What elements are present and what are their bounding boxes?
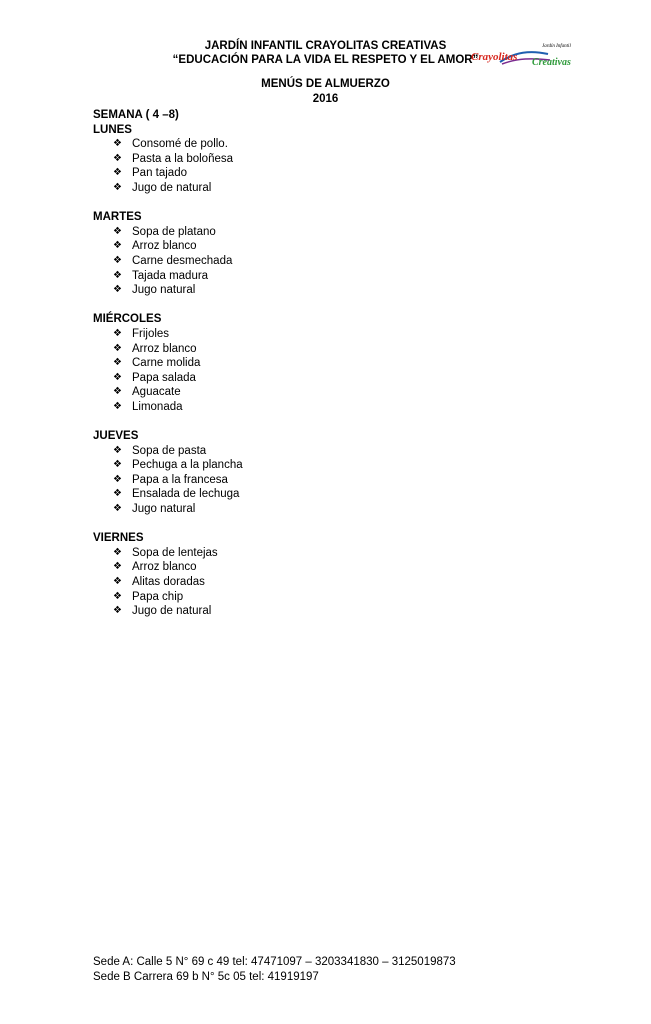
menu-item-text: Jugo natural: [132, 284, 196, 297]
week-label: SEMANA ( 4 –8): [93, 109, 179, 121]
menu-item: [93, 137, 573, 152]
school-motto: “EDUCACIÓN PARA LA VIDA EL RESPETO Y EL AMOR”: [172, 54, 479, 66]
diamond-bullet-icon: ❖: [113, 181, 122, 193]
menu-item-text: Limonada: [132, 400, 183, 413]
menu-item: [93, 604, 573, 619]
menu-item: [93, 152, 573, 167]
diamond-bullet-icon: ❖: [113, 357, 122, 369]
menu-year: 2016: [312, 93, 339, 105]
menu-item-text: Arroz blanco: [132, 240, 197, 253]
footer-address-a: Sede A: Calle 5 N° 69 c 49 tel: 47471097 – 3203341830 – 3125019873: [93, 956, 456, 968]
day-section-lunes: [93, 123, 573, 196]
menu-item: [93, 254, 573, 269]
menu-item: [93, 400, 573, 415]
diamond-bullet-icon: ❖: [113, 342, 122, 354]
days-list: [93, 123, 573, 619]
diamond-bullet-icon: ❖: [113, 503, 122, 515]
menu-item-text: Sopa de lentejas: [132, 546, 218, 559]
footer-address-b: Sede B Carrera 69 b N° 5c 05 tel: 41919197: [93, 971, 319, 983]
menu-item: [93, 502, 573, 517]
menu-item-text: Papa chip: [132, 590, 184, 603]
menu-item-text: Carne desmechada: [132, 254, 233, 267]
diamond-bullet-icon: ❖: [113, 386, 122, 398]
menu-item-text: Carne molida: [132, 357, 201, 370]
diamond-bullet-icon: ❖: [113, 269, 122, 281]
menu-item-text: Consomé de pollo.: [132, 138, 228, 151]
menu-item: [93, 458, 573, 473]
day-section-miércoles: [93, 312, 573, 414]
diamond-bullet-icon: ❖: [113, 152, 122, 164]
menu-item-list: [93, 137, 573, 195]
menu-item-text: Jugo natural: [132, 503, 196, 516]
menu-item-text: Jugo de natural: [132, 605, 212, 618]
menu-item-text: Aguacate: [132, 386, 181, 399]
menu-item-text: Pechuga a la plancha: [132, 459, 243, 472]
menu-title: MENÚS DE ALMUERZO: [261, 78, 390, 90]
menu-item: [93, 342, 573, 357]
school-logo: [470, 40, 578, 70]
menu-item-text: Pasta a la boloñesa: [132, 152, 234, 165]
menu-item-list: [93, 327, 573, 415]
day-section-martes: [93, 210, 573, 298]
menu-item-text: Frijoles: [132, 327, 170, 340]
school-name: JARDÍN INFANTIL CRAYOLITAS CREATIVAS: [204, 40, 447, 52]
diamond-bullet-icon: ❖: [113, 240, 122, 252]
diamond-bullet-icon: ❖: [113, 167, 122, 179]
menu-item-text: Papa salada: [132, 371, 196, 384]
menu-item: [93, 371, 573, 386]
day-title: VIERNES: [93, 532, 144, 545]
diamond-bullet-icon: ❖: [113, 138, 122, 150]
menu-item-text: Pan tajado: [132, 167, 187, 180]
diamond-bullet-icon: ❖: [113, 400, 122, 412]
day-section-jueves: [93, 429, 573, 517]
diamond-bullet-icon: ❖: [113, 561, 122, 573]
menu-item-text: Alitas doradas: [132, 576, 205, 588]
menu-item-text: Jugo de natural: [132, 181, 212, 194]
menu-item: [93, 444, 573, 459]
diamond-bullet-icon: ❖: [113, 459, 122, 471]
menu-item-list: [93, 225, 573, 298]
menu-item: [93, 546, 573, 561]
document-footer: [93, 955, 456, 985]
diamond-bullet-icon: ❖: [113, 605, 122, 617]
menu-item-text: Sopa de platano: [132, 225, 216, 238]
menu-item: [93, 283, 573, 298]
diamond-bullet-icon: ❖: [113, 371, 122, 383]
menu-item-text: Arroz blanco: [132, 561, 197, 574]
menu-item: [93, 327, 573, 342]
menu-item-text: Papa a la francesa: [132, 473, 228, 486]
menu-item-list: [93, 444, 573, 517]
diamond-bullet-icon: ❖: [113, 576, 122, 587]
menu-item: [93, 269, 573, 284]
logo-small-text: Jardín Infantil: [542, 44, 571, 49]
diamond-bullet-icon: ❖: [113, 590, 122, 602]
menu-item: [93, 487, 573, 502]
menu-item: [93, 166, 573, 181]
menu-item-text: Ensalada de lechuga: [132, 488, 240, 501]
menu-item-text: Sopa de pasta: [132, 444, 207, 457]
day-title: LUNES: [93, 123, 132, 136]
diamond-bullet-icon: ❖: [113, 327, 122, 339]
diamond-bullet-icon: ❖: [113, 546, 122, 558]
menu-item: [93, 473, 573, 488]
menu-item: [93, 385, 573, 400]
menu-item-text: Arroz blanco: [132, 342, 197, 355]
menu-item: [93, 560, 573, 575]
day-title: JUEVES: [93, 430, 139, 443]
logo-word-crayolitas: Crayolitas: [471, 51, 518, 63]
menu-item: [93, 239, 573, 254]
diamond-bullet-icon: ❖: [113, 225, 122, 237]
day-title: MIÉRCOLES: [93, 313, 162, 326]
menu-item: [93, 225, 573, 240]
menu-item: [93, 356, 573, 371]
diamond-bullet-icon: ❖: [113, 488, 122, 500]
menu-item: [93, 590, 573, 605]
diamond-bullet-icon: ❖: [113, 284, 122, 296]
menu-item: [93, 575, 573, 590]
menu-item-list: [93, 546, 573, 619]
diamond-bullet-icon: ❖: [113, 444, 122, 456]
diamond-bullet-icon: ❖: [113, 473, 122, 485]
menu-item: [93, 181, 573, 196]
diamond-bullet-icon: ❖: [113, 254, 122, 266]
menu-content: [93, 108, 573, 619]
day-title: MARTES: [93, 211, 142, 224]
menu-item-text: Tajada madura: [132, 269, 209, 282]
logo-word-creativas: Creativas: [532, 57, 571, 68]
day-section-viernes: [93, 531, 573, 619]
